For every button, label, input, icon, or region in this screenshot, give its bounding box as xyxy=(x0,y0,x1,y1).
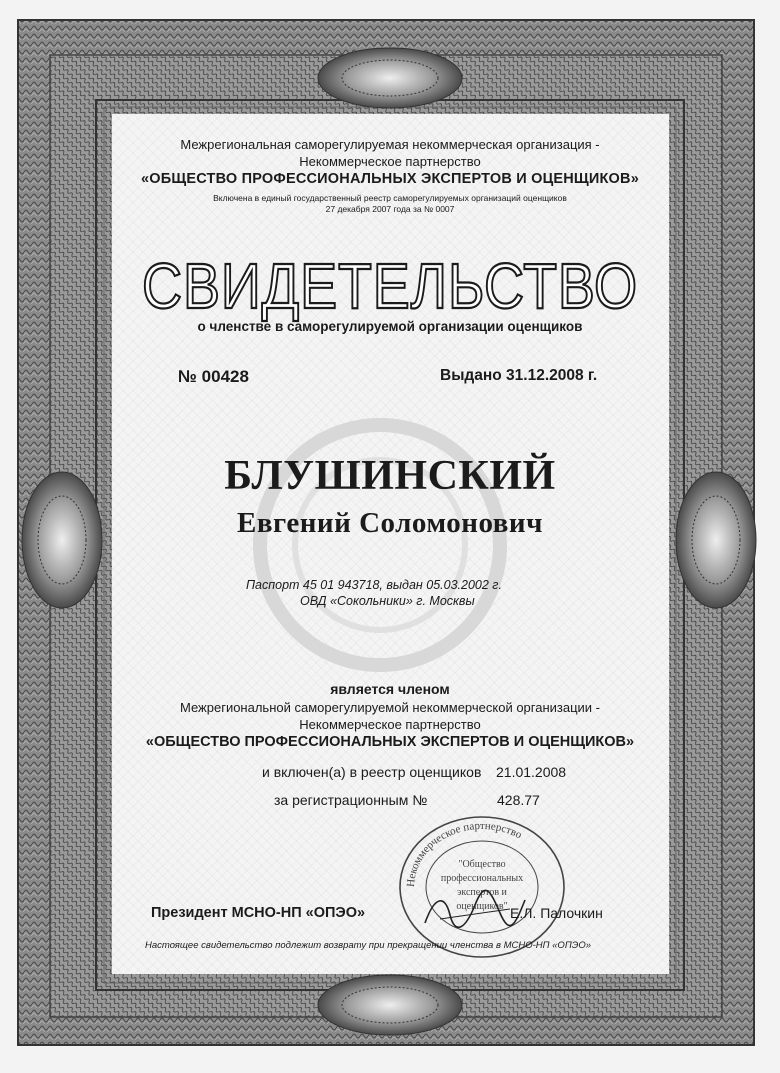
stamp-center-3: экспертов и xyxy=(457,887,507,898)
certificate-title-text: СВИДЕТЕЛЬСТВО xyxy=(142,250,638,322)
footer-note: Настоящее свидетельство подлежит возврату при прекращении членства в МСНО-НП «ОПЭО» xyxy=(145,940,592,951)
certificate-subtitle: о членстве в саморегулируемой организации оценщиков xyxy=(197,319,583,334)
registry-label: и включен(а) в реестр оценщиков xyxy=(262,764,482,780)
registration-number-label: за регистрационным № xyxy=(274,792,428,808)
membership-statement: является членом xyxy=(330,681,450,697)
signer-name: Е.Л. Палочкин xyxy=(510,905,603,921)
president-title: Президент МСНО-НП «ОПЭО» xyxy=(151,905,366,921)
registry-note-2: 27 декабря 2007 года за № 0007 xyxy=(325,204,455,214)
certificate-title xyxy=(140,250,640,320)
registry-note-1: Включена в единый государственный реестр саморегулируемых организаций оценщиков xyxy=(213,193,567,203)
stamp-ring-text: Некоммерческое партнерство xyxy=(404,819,524,888)
holder-surname: БЛУШИНСКИЙ xyxy=(224,453,556,499)
org-line-1: Межрегиональная саморегулируемая некоммерческая организация - xyxy=(180,137,600,152)
holder-given-names: Евгений Соломонович xyxy=(237,507,543,539)
membership-org-line-1: Межрегиональной саморегулируемой некоммерческой организации - xyxy=(179,700,601,715)
membership-org-name: «ОБЩЕСТВО ПРОФЕССИОНАЛЬНЫХ ЭКСПЕРТОВ И ОЦЕНЩИКОВ» xyxy=(145,734,635,750)
stamp-center-2: профессиональных xyxy=(440,873,524,884)
passport-line-2: ОВД «Сокольники» г. Москвы xyxy=(300,594,475,608)
membership-org-line-2: Некоммерческое партнерство xyxy=(299,717,481,732)
org-name: «ОБЩЕСТВО ПРОФЕССИОНАЛЬНЫХ ЭКСПЕРТОВ И ОЦЕНЩИКОВ» xyxy=(141,171,639,187)
stamp-center-1: "Общество xyxy=(458,859,506,870)
issue-date: Выдано 31.12.2008 г. xyxy=(440,367,598,384)
registry-date: 21.01.2008 xyxy=(496,764,567,780)
passport-line-1: Паспорт 45 01 943718, выдан 05.03.2002 г. xyxy=(246,578,502,592)
registration-number: 428.77 xyxy=(497,792,540,808)
org-line-2: Некоммерческое партнерство xyxy=(299,154,481,169)
stamp-center-4: оценщиков" xyxy=(456,901,508,912)
watermark-emblem xyxy=(205,395,555,695)
certificate-number: № 00428 xyxy=(178,367,249,386)
